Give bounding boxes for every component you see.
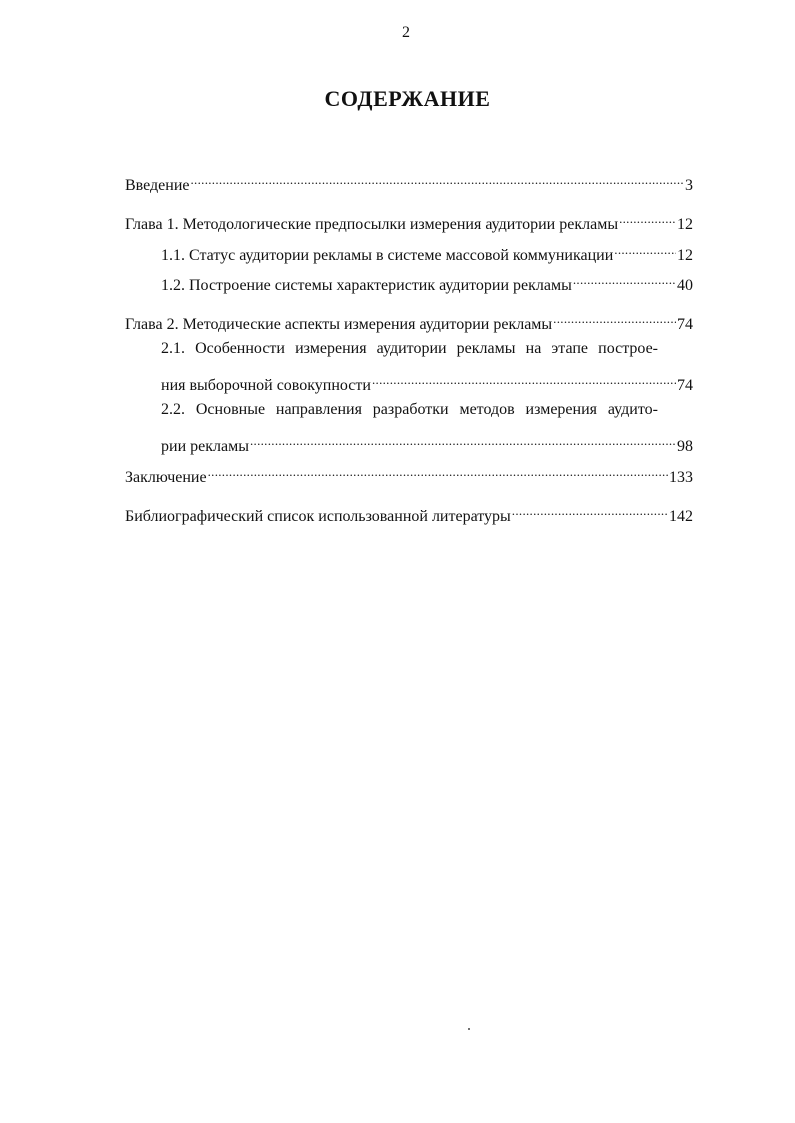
toc-entry-section-2-2-line-1[interactable] xyxy=(161,400,658,420)
toc-entry-bibliography[interactable] xyxy=(125,501,693,527)
toc-entry-page: 98 xyxy=(677,438,693,455)
word: методов xyxy=(459,401,515,418)
dot-leader xyxy=(372,370,676,390)
word: 2.1. xyxy=(161,340,185,357)
toc-entry-label: Заключение xyxy=(125,469,207,486)
toc-entry-page: 74 xyxy=(677,316,693,333)
word: построе- xyxy=(598,340,658,357)
toc-entry-label: ния выборочной совокупности xyxy=(161,377,371,394)
toc-entry-section-2-2-line-2[interactable] xyxy=(161,431,693,457)
word: Основные xyxy=(195,401,266,418)
page-number: 2 xyxy=(402,24,410,41)
toc-entry-label: Глава 1. Методологические предпосылки измерения аудитории рекламы xyxy=(125,216,619,233)
dot-leader xyxy=(250,431,676,451)
word: аудито- xyxy=(607,401,658,418)
word: рекламы xyxy=(456,340,516,357)
dot-leader xyxy=(619,209,676,229)
toc-entry-label: Библиографический список использованной литературы xyxy=(125,508,511,525)
word: направления xyxy=(275,401,362,418)
word: измерения xyxy=(525,401,598,418)
page-title: СОДЕРЖАНИЕ xyxy=(324,86,491,111)
toc-entry-section-2-1-line-2[interactable] xyxy=(161,370,693,396)
toc-entry-section-2-1-line-1[interactable] xyxy=(161,339,658,359)
toc-entry-page: 12 xyxy=(677,216,693,233)
scan-speck xyxy=(468,1028,470,1030)
toc-entry-page: 74 xyxy=(677,377,693,394)
dot-leader xyxy=(553,309,676,329)
toc-entry-intro[interactable] xyxy=(125,170,693,196)
word: измерения xyxy=(295,340,367,357)
toc-entry-chapter-2[interactable] xyxy=(125,309,693,335)
toc-entry-page: 12 xyxy=(677,247,693,264)
word: аудитории xyxy=(376,340,447,357)
word: разработки xyxy=(372,401,449,418)
word: Особенности xyxy=(195,340,285,357)
word: этапе xyxy=(551,340,589,357)
toc-entry-label: рии рекламы xyxy=(161,438,249,455)
toc-entry-page: 133 xyxy=(669,469,693,486)
toc-entry-chapter-1[interactable] xyxy=(125,209,693,235)
word: 2.2. xyxy=(161,401,185,418)
toc-entry-section-1-1[interactable] xyxy=(161,240,693,266)
toc-entry-label: Введение xyxy=(125,177,190,194)
toc-entry-label: Глава 2. Методические аспекты измерения аудитории рекламы xyxy=(125,316,553,333)
toc-entry-page: 40 xyxy=(677,277,693,294)
dot-leader xyxy=(208,462,668,482)
toc-entry-conclusion[interactable] xyxy=(125,462,693,488)
toc-entry-label: 1.1. Статус аудитории рекламы в системе массовой коммуникации xyxy=(161,247,614,264)
dot-leader xyxy=(191,170,685,190)
toc-entry-label: 1.2. Построение системы характеристик аудитории рекламы xyxy=(161,277,572,294)
toc-entry-page: 142 xyxy=(669,508,693,525)
word: на xyxy=(525,340,542,357)
dot-leader xyxy=(614,240,676,260)
toc-entry-page: 3 xyxy=(685,177,693,194)
dot-leader xyxy=(512,501,668,521)
dot-leader xyxy=(573,270,676,290)
toc-entry-section-1-2[interactable] xyxy=(161,270,693,296)
